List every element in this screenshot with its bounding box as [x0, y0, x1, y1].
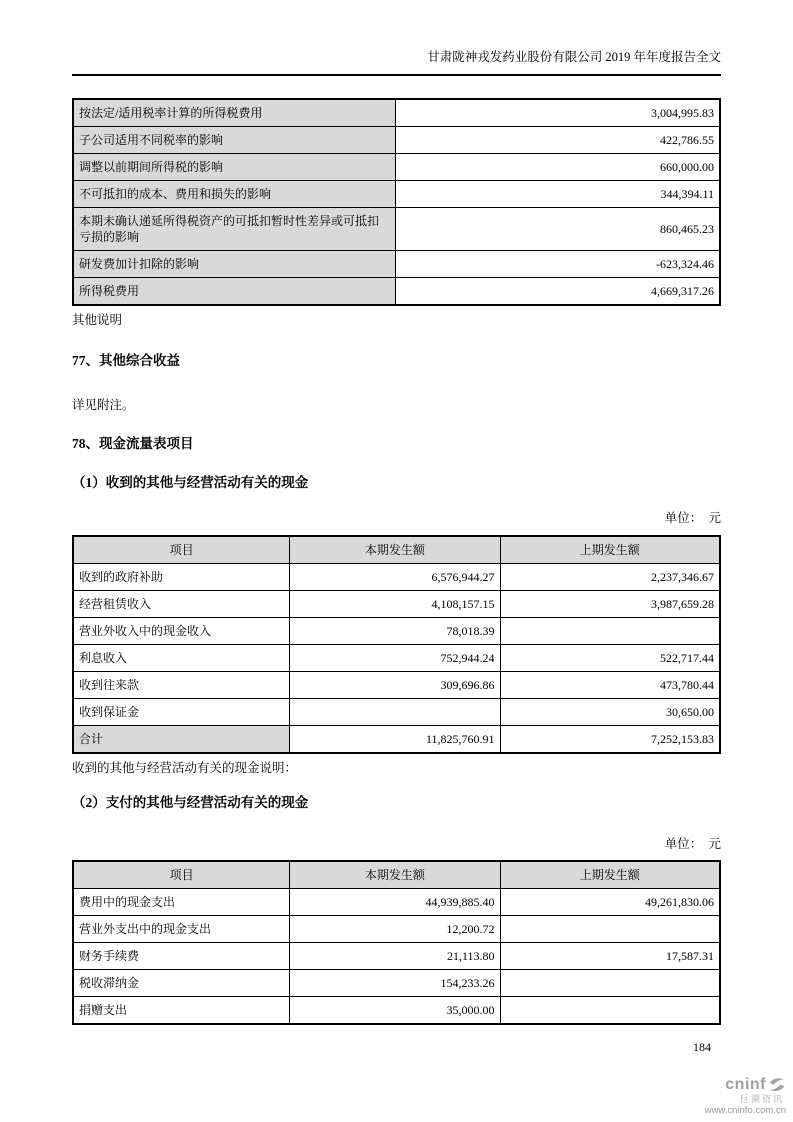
row-value-cell: 17,587.31 [500, 943, 720, 970]
row-label-cell: 不可抵扣的成本、费用和损失的影响 [73, 181, 395, 208]
table-row [73, 699, 720, 726]
row-value-cell: 344,394.11 [395, 181, 720, 208]
table-row [73, 154, 720, 181]
total-label-cell: 合计 [73, 726, 290, 754]
row-value-cell: 422,786.55 [395, 127, 720, 154]
page-content [72, 98, 721, 1055]
row-value-cell: 752,944.24 [290, 645, 500, 672]
table-row [73, 99, 720, 127]
cninfo-chinese-name: 巨潮资讯 [739, 1093, 784, 1104]
section-78-heading: 78、现金流量表项目 [72, 436, 194, 451]
table-header-row [73, 536, 720, 564]
section-77-body: 详见附注。 [72, 398, 135, 412]
column-header-item: 项目 [73, 536, 290, 564]
row-value-cell: 860,465.23 [395, 208, 720, 251]
table-row [73, 181, 720, 208]
table-row [73, 916, 720, 943]
row-label-cell: 捐赠支出 [73, 997, 290, 1025]
table-row [73, 970, 720, 997]
row-value-cell [500, 970, 720, 997]
row-label-cell: 利息收入 [73, 645, 290, 672]
table-row [73, 251, 720, 278]
cninfo-brand-text: cninf [725, 1075, 766, 1093]
column-header-prior-period: 上期发生额 [500, 861, 720, 889]
total-value-cell: 11,825,760.91 [290, 726, 500, 754]
row-value-cell: 3,987,659.28 [500, 591, 720, 618]
row-label-cell: 收到的政府补助 [73, 564, 290, 591]
row-label-cell: 费用中的现金支出 [73, 889, 290, 916]
row-value-cell [500, 916, 720, 943]
table-row [73, 591, 720, 618]
table-row [73, 997, 720, 1025]
row-value-cell: 21,113.80 [290, 943, 500, 970]
table-total-row [73, 726, 720, 754]
column-header-prior-period: 上期发生额 [500, 536, 720, 564]
row-value-cell: 30,650.00 [500, 699, 720, 726]
other-notes-label: 其他说明 [72, 313, 123, 327]
row-label-cell: 营业外收入中的现金收入 [73, 618, 290, 645]
cninfo-url: www.cninfo.com.cn [704, 1105, 786, 1117]
table-header-row [73, 861, 720, 889]
row-value-cell: 4,108,157.15 [290, 591, 500, 618]
table-row [73, 672, 720, 699]
cninfo-logo-top [680, 1077, 786, 1094]
page-number: 184 [693, 1040, 711, 1054]
row-value-cell: 522,717.44 [500, 645, 720, 672]
row-value-cell: -623,324.46 [395, 251, 720, 278]
row-value-cell: 660,000.00 [395, 154, 720, 181]
cninfo-swirl-icon [768, 1077, 786, 1093]
column-header-current-period: 本期发生额 [290, 536, 500, 564]
row-label-cell: 本期未确认递延所得税资产的可抵扣暂时性差异或可抵扣亏损的影响 [73, 208, 395, 251]
row-value-cell: 12,200.72 [290, 916, 500, 943]
section-77-heading: 77、其他综合收益 [72, 353, 180, 368]
row-value-cell: 154,233.26 [290, 970, 500, 997]
cash-received-note: 收到的其他与经营活动有关的现金说明： [72, 761, 298, 775]
row-label-cell: 按法定/适用税率计算的所得税费用 [73, 99, 395, 127]
row-label-cell: 财务手续费 [73, 943, 290, 970]
table-row [73, 278, 720, 306]
subsection-1-heading: （1）收到的其他与经营活动有关的现金 [72, 475, 309, 490]
row-value-cell [500, 618, 720, 645]
row-value-cell [290, 699, 500, 726]
unit-label: 单位： 元 [664, 837, 721, 851]
row-value-cell: 35,000.00 [290, 997, 500, 1025]
table-row [73, 618, 720, 645]
row-value-cell: 49,261,830.06 [500, 889, 720, 916]
row-label-cell: 收到往来款 [73, 672, 290, 699]
row-value-cell: 78,018.39 [290, 618, 500, 645]
table-row [73, 564, 720, 591]
row-label-cell: 税收滞纳金 [73, 970, 290, 997]
table-row [73, 889, 720, 916]
row-value-cell: 309,696.86 [290, 672, 500, 699]
row-value-cell: 44,939,885.40 [290, 889, 500, 916]
row-value-cell: 4,669,317.26 [395, 278, 720, 306]
column-header-current-period: 本期发生额 [290, 861, 500, 889]
row-label-cell: 经营租赁收入 [73, 591, 290, 618]
table-row [73, 943, 720, 970]
row-label-cell: 营业外支出中的现金支出 [73, 916, 290, 943]
cninfo-logo [680, 1077, 790, 1116]
total-value-cell: 7,252,153.83 [500, 726, 720, 754]
column-header-item: 项目 [73, 861, 290, 889]
table-row [73, 645, 720, 672]
table-row [73, 127, 720, 154]
row-value-cell [500, 997, 720, 1025]
cash-paid-table [72, 860, 721, 1025]
row-value-cell: 6,576,944.27 [290, 564, 500, 591]
row-label-cell: 研发费加计扣除的影响 [73, 251, 395, 278]
row-label-cell: 收到保证金 [73, 699, 290, 726]
income-tax-reconciliation-table [72, 98, 721, 306]
row-label-cell: 所得税费用 [73, 278, 395, 306]
subsection-2-heading: （2）支付的其他与经营活动有关的现金 [72, 795, 309, 810]
row-value-cell: 473,780.44 [500, 672, 720, 699]
table-row [73, 208, 720, 251]
page-header-title: 甘肃陇神戎发药业股份有限公司 2019 年年度报告全文 [72, 50, 721, 76]
row-label-cell: 调整以前期间所得税的影响 [73, 154, 395, 181]
row-value-cell: 3,004,995.83 [395, 99, 720, 127]
row-value-cell: 2,237,346.67 [500, 564, 720, 591]
unit-label: 单位： 元 [664, 511, 721, 525]
row-label-cell: 子公司适用不同税率的影响 [73, 127, 395, 154]
cash-received-table [72, 535, 721, 754]
